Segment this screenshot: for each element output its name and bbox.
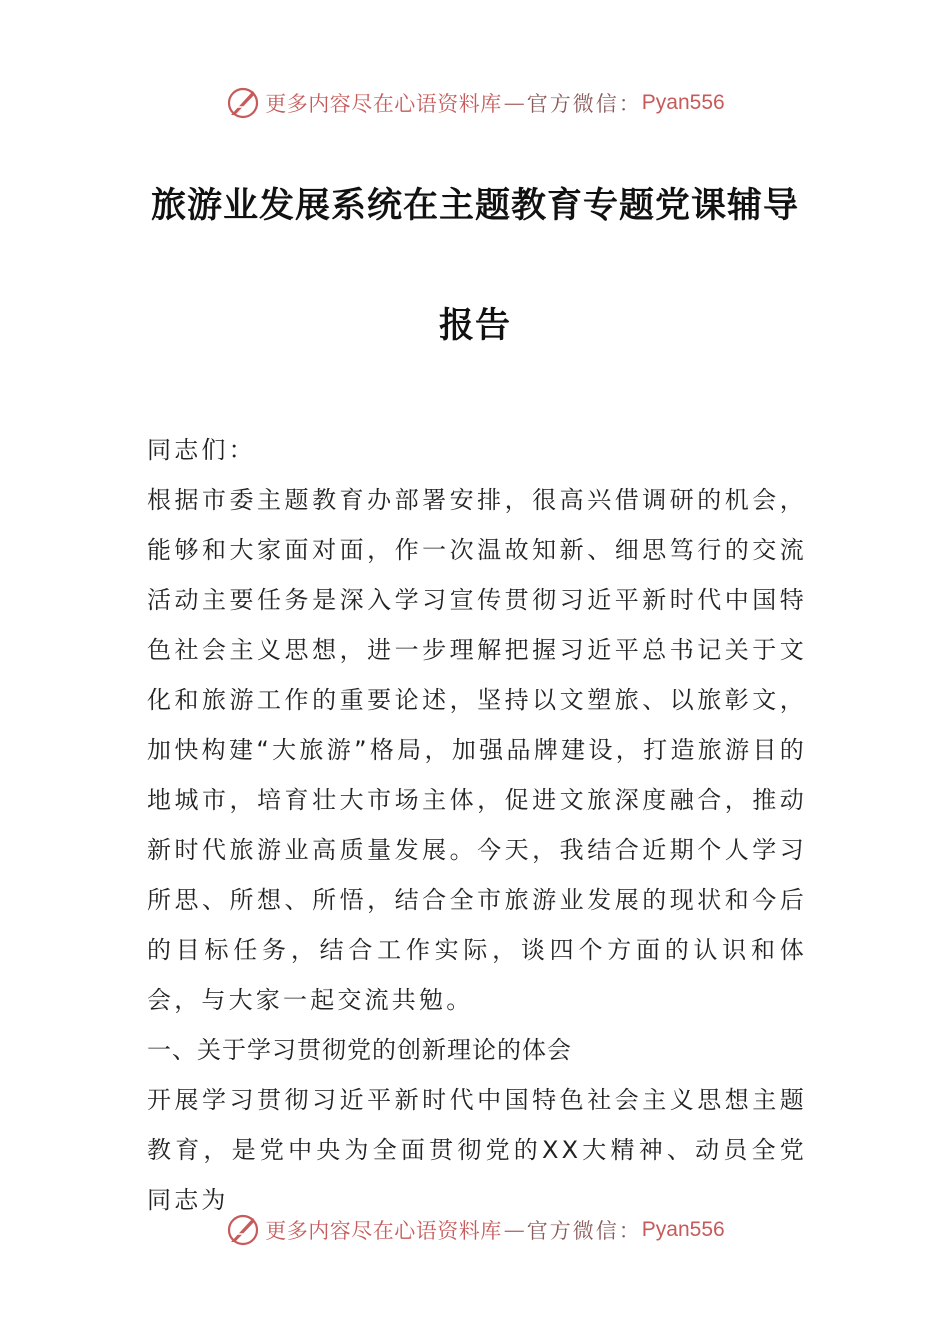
salutation: 同志们：	[147, 436, 256, 464]
watermark-wechat-id: Pyan556	[641, 91, 725, 114]
quill-logo-icon	[225, 85, 261, 121]
watermark-wechat-label: 官方微信：	[526, 1219, 642, 1243]
watermark-dash: —	[503, 91, 525, 115]
document-title-line1: 旅游业发展系统在主题教育专题党课辅导	[150, 185, 799, 226]
watermark-text: 更多内容尽在心语资料库	[265, 1219, 502, 1243]
watermark-dash: —	[503, 1218, 525, 1242]
document-title-line2: 报告	[438, 305, 511, 346]
watermark-wechat-id: Pyan556	[641, 1218, 725, 1241]
document-body	[147, 425, 807, 1225]
header-watermark	[0, 83, 950, 123]
quill-logo-icon	[225, 1212, 261, 1248]
footer-watermark	[0, 1210, 950, 1250]
section-heading-1: 一、关于学习贯彻党的创新理论的体会	[147, 1036, 572, 1064]
paragraph-intro: 根据市委主题教育办部署安排，很高兴借调研的机会，能够和大家面对面，作一次温故知新、细思笃行的交流活动主要任务是深入学习宣传贯彻习近平新时代中国特色社会主义思想，进一步理解把握习近平总书记关于文化和旅游工作的重要论述，坚持以文塑旅、以旅彰文，加快构建“大旅游”格局，加强品牌建设，打造旅游目的地城市，培育壮大市场主体，促进文旅深度融合，推动新时代旅游业高质量发展。今天，我结合近期个人学习所思、所想、所悟，结合全市旅游业发展的现状和今后的目标任务，结合工作实际，谈四个方面的认识和体会，与大家一起交流共勉。	[147, 486, 807, 1014]
watermark-wechat-label: 官方微信：	[526, 92, 642, 116]
watermark-text: 更多内容尽在心语资料库	[265, 92, 502, 116]
paragraph-section1: 开展学习贯彻习近平新时代中国特色社会主义思想主题教育，是党中央为全面贯彻党的XX大精神、动员全党同志为	[147, 1086, 807, 1214]
